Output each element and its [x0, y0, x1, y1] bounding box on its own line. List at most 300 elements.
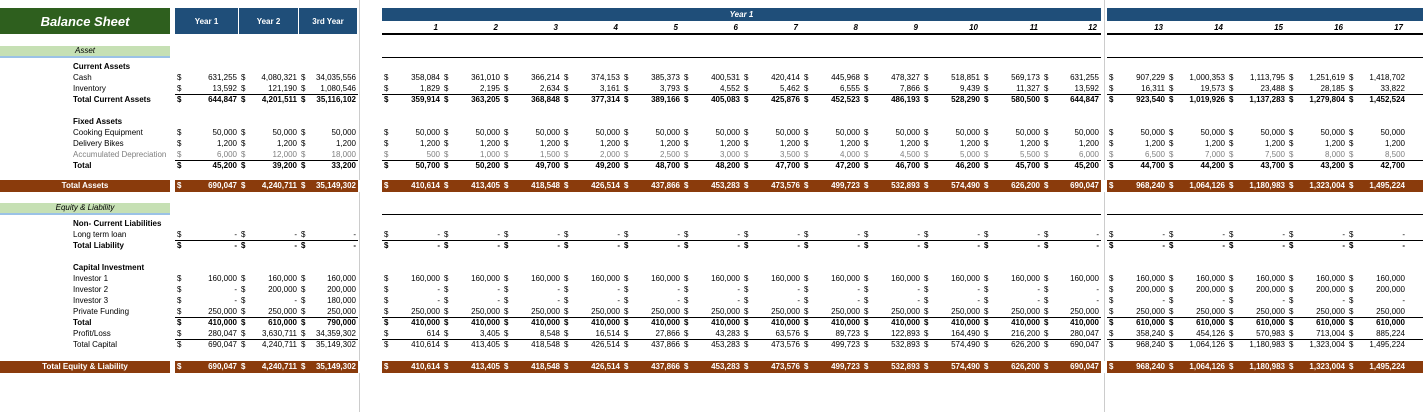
month-cell[interactable] — [622, 160, 682, 171]
month-cell[interactable] — [442, 138, 502, 149]
annual-cell[interactable] — [239, 240, 299, 251]
month-cell[interactable] — [1347, 160, 1407, 171]
month-cell[interactable] — [862, 328, 922, 339]
month-cell[interactable] — [1107, 273, 1167, 284]
month-cell[interactable] — [622, 328, 682, 339]
month-cell[interactable] — [442, 83, 502, 94]
month-cell[interactable] — [922, 240, 982, 251]
month-cell[interactable] — [442, 273, 502, 284]
annual-cell[interactable] — [299, 339, 358, 350]
month-cell[interactable] — [982, 83, 1042, 94]
month-cell[interactable] — [922, 180, 982, 192]
month-cell[interactable] — [1227, 160, 1287, 171]
annual-cell[interactable] — [299, 72, 358, 83]
month-cell[interactable] — [1227, 180, 1287, 192]
month-cell[interactable] — [1227, 83, 1287, 94]
month-cell[interactable] — [1107, 83, 1167, 94]
month-cell[interactable] — [1107, 127, 1167, 138]
month-cell[interactable] — [862, 295, 922, 306]
month-cell[interactable] — [382, 94, 442, 105]
month-cell[interactable] — [1167, 317, 1227, 328]
month-cell[interactable] — [1287, 273, 1347, 284]
month-cell[interactable] — [1347, 306, 1407, 317]
annual-cell[interactable] — [239, 295, 299, 306]
month-cell[interactable] — [1287, 240, 1347, 251]
month-cell[interactable] — [802, 138, 862, 149]
month-cell[interactable] — [1107, 361, 1167, 373]
month-cell[interactable] — [1107, 317, 1167, 328]
month-cell[interactable] — [802, 160, 862, 171]
month-cell[interactable] — [922, 295, 982, 306]
month-cell[interactable] — [682, 160, 742, 171]
month-cell[interactable] — [742, 229, 802, 240]
month-cell[interactable] — [1347, 284, 1407, 295]
month-cell[interactable] — [1107, 160, 1167, 171]
month-cell[interactable] — [1042, 284, 1101, 295]
month-cell[interactable] — [742, 306, 802, 317]
month-cell[interactable] — [682, 317, 742, 328]
month-cell[interactable] — [862, 240, 922, 251]
month-cell[interactable] — [1227, 361, 1287, 373]
month-cell[interactable] — [742, 94, 802, 105]
month-cell[interactable] — [1107, 240, 1167, 251]
month-cell[interactable] — [442, 306, 502, 317]
month-cell[interactable] — [1107, 180, 1167, 192]
month-cell[interactable] — [1347, 328, 1407, 339]
month-cell[interactable] — [682, 138, 742, 149]
month-cell[interactable] — [982, 127, 1042, 138]
month-cell[interactable] — [382, 180, 442, 192]
month-cell[interactable] — [1167, 295, 1227, 306]
month-cell[interactable] — [802, 180, 862, 192]
month-cell[interactable] — [802, 295, 862, 306]
month-cell[interactable] — [742, 240, 802, 251]
month-cell[interactable] — [922, 149, 982, 160]
month-cell[interactable] — [1287, 361, 1347, 373]
month-cell[interactable] — [802, 240, 862, 251]
month-cell[interactable] — [742, 295, 802, 306]
annual-cell[interactable] — [299, 273, 358, 284]
month-cell[interactable] — [682, 94, 742, 105]
month-cell[interactable] — [382, 361, 442, 373]
month-cell[interactable] — [1167, 306, 1227, 317]
month-cell[interactable] — [682, 339, 742, 350]
month-cell[interactable] — [862, 127, 922, 138]
month-cell[interactable] — [1227, 284, 1287, 295]
month-cell[interactable] — [802, 284, 862, 295]
month-cell[interactable] — [1347, 127, 1407, 138]
month-cell[interactable] — [382, 229, 442, 240]
month-cell[interactable] — [1042, 317, 1101, 328]
month-cell[interactable] — [1347, 295, 1407, 306]
month-cell[interactable] — [742, 127, 802, 138]
month-cell[interactable] — [922, 160, 982, 171]
month-cell[interactable] — [1287, 160, 1347, 171]
month-cell[interactable] — [1107, 72, 1167, 83]
annual-cell[interactable] — [299, 306, 358, 317]
month-cell[interactable] — [622, 295, 682, 306]
month-cell[interactable] — [562, 160, 622, 171]
month-cell[interactable] — [1287, 138, 1347, 149]
month-cell[interactable] — [382, 160, 442, 171]
month-cell[interactable] — [742, 284, 802, 295]
month-cell[interactable] — [1227, 240, 1287, 251]
annual-cell[interactable] — [239, 180, 299, 192]
month-cell[interactable] — [742, 361, 802, 373]
annual-cell[interactable] — [299, 328, 358, 339]
month-cell[interactable] — [1167, 180, 1227, 192]
month-cell[interactable] — [922, 83, 982, 94]
month-cell[interactable] — [862, 361, 922, 373]
month-cell[interactable] — [1287, 149, 1347, 160]
month-cell[interactable] — [682, 295, 742, 306]
annual-cell[interactable] — [239, 284, 299, 295]
month-cell[interactable] — [502, 160, 562, 171]
month-cell[interactable] — [1167, 361, 1227, 373]
annual-cell[interactable] — [299, 83, 358, 94]
month-cell[interactable] — [862, 339, 922, 350]
month-cell[interactable] — [1107, 229, 1167, 240]
month-cell[interactable] — [382, 339, 442, 350]
month-cell[interactable] — [982, 94, 1042, 105]
annual-cell[interactable] — [239, 317, 299, 328]
month-cell[interactable] — [1347, 72, 1407, 83]
month-cell[interactable] — [1042, 149, 1101, 160]
month-cell[interactable] — [682, 328, 742, 339]
annual-cell[interactable] — [299, 240, 358, 251]
annual-cell[interactable] — [175, 317, 239, 328]
month-cell[interactable] — [442, 229, 502, 240]
month-cell[interactable] — [1042, 83, 1101, 94]
month-cell[interactable] — [622, 317, 682, 328]
month-cell[interactable] — [1042, 138, 1101, 149]
month-cell[interactable] — [1227, 295, 1287, 306]
band-year-1-title[interactable]: Year 1 — [382, 8, 1101, 21]
annual-cell[interactable] — [239, 149, 299, 160]
month-cell[interactable] — [922, 138, 982, 149]
month-cell[interactable] — [1287, 284, 1347, 295]
month-cell[interactable] — [1167, 339, 1227, 350]
month-cell[interactable] — [502, 72, 562, 83]
month-cell[interactable] — [1227, 328, 1287, 339]
month-cell[interactable] — [442, 240, 502, 251]
month-cell[interactable] — [742, 83, 802, 94]
month-cell[interactable] — [1287, 83, 1347, 94]
month-cell[interactable] — [442, 284, 502, 295]
annual-cell[interactable] — [175, 284, 239, 295]
month-cell[interactable] — [562, 339, 622, 350]
month-cell[interactable] — [922, 306, 982, 317]
month-cell[interactable] — [982, 273, 1042, 284]
annual-cell[interactable] — [299, 149, 358, 160]
month-cell[interactable] — [562, 361, 622, 373]
month-cell[interactable] — [1347, 273, 1407, 284]
month-cell[interactable] — [1347, 149, 1407, 160]
annual-cell[interactable] — [239, 306, 299, 317]
annual-cell[interactable] — [299, 127, 358, 138]
month-cell[interactable] — [1167, 328, 1227, 339]
month-cell[interactable] — [1167, 94, 1227, 105]
month-cell[interactable] — [802, 229, 862, 240]
month-cell[interactable] — [802, 361, 862, 373]
month-cell[interactable] — [562, 284, 622, 295]
month-cell[interactable] — [622, 339, 682, 350]
month-cell[interactable] — [682, 229, 742, 240]
month-cell[interactable] — [1167, 284, 1227, 295]
month-cell[interactable] — [1227, 149, 1287, 160]
month-cell[interactable] — [862, 317, 922, 328]
header-year-1[interactable]: Year 1 — [175, 8, 239, 34]
month-cell[interactable] — [1167, 72, 1227, 83]
month-cell[interactable] — [682, 361, 742, 373]
month-cell[interactable] — [622, 229, 682, 240]
month-cell[interactable] — [922, 229, 982, 240]
month-cell[interactable] — [1107, 138, 1167, 149]
month-cell[interactable] — [802, 328, 862, 339]
month-cell[interactable] — [982, 284, 1042, 295]
month-cell[interactable] — [382, 273, 442, 284]
month-cell[interactable] — [502, 149, 562, 160]
month-cell[interactable] — [1347, 94, 1407, 105]
month-cell[interactable] — [382, 127, 442, 138]
annual-cell[interactable] — [175, 127, 239, 138]
month-cell[interactable] — [982, 72, 1042, 83]
month-cell[interactable] — [862, 94, 922, 105]
month-cell[interactable] — [442, 328, 502, 339]
annual-cell[interactable] — [299, 284, 358, 295]
month-cell[interactable] — [622, 149, 682, 160]
month-cell[interactable] — [1227, 317, 1287, 328]
month-cell[interactable] — [802, 94, 862, 105]
annual-cell[interactable] — [239, 83, 299, 94]
month-cell[interactable] — [562, 83, 622, 94]
month-cell[interactable] — [862, 284, 922, 295]
month-cell[interactable] — [1287, 94, 1347, 105]
month-cell[interactable] — [1042, 127, 1101, 138]
month-cell[interactable] — [562, 273, 622, 284]
month-cell[interactable] — [1347, 361, 1407, 373]
month-cell[interactable] — [1227, 229, 1287, 240]
month-cell[interactable] — [862, 149, 922, 160]
month-cell[interactable] — [862, 180, 922, 192]
month-cell[interactable] — [382, 295, 442, 306]
month-cell[interactable] — [562, 127, 622, 138]
month-cell[interactable] — [382, 83, 442, 94]
month-cell[interactable] — [1042, 295, 1101, 306]
month-cell[interactable] — [502, 240, 562, 251]
month-cell[interactable] — [1107, 295, 1167, 306]
annual-cell[interactable] — [299, 317, 358, 328]
month-cell[interactable] — [442, 72, 502, 83]
month-cell[interactable] — [502, 295, 562, 306]
month-cell[interactable] — [442, 149, 502, 160]
month-cell[interactable] — [1167, 83, 1227, 94]
month-cell[interactable] — [442, 295, 502, 306]
month-cell[interactable] — [682, 240, 742, 251]
annual-cell[interactable] — [299, 229, 358, 240]
month-cell[interactable] — [442, 361, 502, 373]
annual-cell[interactable] — [175, 138, 239, 149]
month-cell[interactable] — [1167, 127, 1227, 138]
month-cell[interactable] — [742, 180, 802, 192]
month-cell[interactable] — [1287, 339, 1347, 350]
month-cell[interactable] — [862, 229, 922, 240]
month-cell[interactable] — [922, 328, 982, 339]
month-cell[interactable] — [1167, 229, 1227, 240]
month-cell[interactable] — [622, 94, 682, 105]
month-cell[interactable] — [862, 273, 922, 284]
month-cell[interactable] — [622, 180, 682, 192]
month-cell[interactable] — [1287, 317, 1347, 328]
month-cell[interactable] — [1227, 94, 1287, 105]
month-cell[interactable] — [1227, 273, 1287, 284]
annual-cell[interactable] — [239, 138, 299, 149]
month-cell[interactable] — [982, 160, 1042, 171]
month-cell[interactable] — [382, 328, 442, 339]
month-cell[interactable] — [502, 328, 562, 339]
annual-cell[interactable] — [175, 295, 239, 306]
month-cell[interactable] — [862, 306, 922, 317]
band-year-2-title[interactable] — [1107, 8, 1423, 21]
month-cell[interactable] — [382, 149, 442, 160]
month-cell[interactable] — [1227, 339, 1287, 350]
month-cell[interactable] — [562, 149, 622, 160]
month-cell[interactable] — [442, 317, 502, 328]
annual-cell[interactable] — [299, 361, 358, 373]
month-cell[interactable] — [562, 180, 622, 192]
annual-cell[interactable] — [239, 94, 299, 105]
annual-cell[interactable] — [175, 160, 239, 171]
month-cell[interactable] — [982, 317, 1042, 328]
month-cell[interactable] — [742, 149, 802, 160]
month-cell[interactable] — [1287, 72, 1347, 83]
month-cell[interactable] — [742, 339, 802, 350]
annual-cell[interactable] — [239, 72, 299, 83]
annual-cell[interactable] — [239, 339, 299, 350]
month-cell[interactable] — [562, 72, 622, 83]
month-cell[interactable] — [1107, 339, 1167, 350]
month-cell[interactable] — [562, 306, 622, 317]
month-cell[interactable] — [862, 138, 922, 149]
month-cell[interactable] — [1167, 160, 1227, 171]
annual-cell[interactable] — [239, 160, 299, 171]
month-cell[interactable] — [502, 180, 562, 192]
annual-cell[interactable] — [175, 339, 239, 350]
month-cell[interactable] — [922, 94, 982, 105]
month-cell[interactable] — [1042, 273, 1101, 284]
month-cell[interactable] — [442, 339, 502, 350]
month-cell[interactable] — [1347, 240, 1407, 251]
annual-cell[interactable] — [175, 94, 239, 105]
annual-cell[interactable] — [175, 306, 239, 317]
annual-cell[interactable] — [175, 273, 239, 284]
month-cell[interactable] — [442, 94, 502, 105]
month-cell[interactable] — [1107, 94, 1167, 105]
month-cell[interactable] — [682, 180, 742, 192]
annual-cell[interactable] — [239, 229, 299, 240]
month-cell[interactable] — [1042, 180, 1101, 192]
annual-cell[interactable] — [299, 180, 358, 192]
month-cell[interactable] — [922, 273, 982, 284]
month-cell[interactable] — [982, 240, 1042, 251]
month-cell[interactable] — [622, 284, 682, 295]
month-cell[interactable] — [802, 273, 862, 284]
month-cell[interactable] — [1347, 180, 1407, 192]
month-cell[interactable] — [1042, 306, 1101, 317]
annual-cell[interactable] — [299, 160, 358, 171]
month-cell[interactable] — [802, 149, 862, 160]
month-cell[interactable] — [682, 306, 742, 317]
month-cell[interactable] — [922, 339, 982, 350]
month-cell[interactable] — [742, 160, 802, 171]
month-cell[interactable] — [982, 339, 1042, 350]
month-cell[interactable] — [502, 361, 562, 373]
month-cell[interactable] — [382, 317, 442, 328]
annual-cell[interactable] — [175, 240, 239, 251]
month-cell[interactable] — [442, 180, 502, 192]
month-cell[interactable] — [1347, 83, 1407, 94]
month-cell[interactable] — [622, 240, 682, 251]
month-cell[interactable] — [382, 240, 442, 251]
month-cell[interactable] — [502, 138, 562, 149]
month-cell[interactable] — [1167, 149, 1227, 160]
month-cell[interactable] — [682, 273, 742, 284]
month-cell[interactable] — [1167, 240, 1227, 251]
month-cell[interactable] — [382, 72, 442, 83]
month-cell[interactable] — [502, 306, 562, 317]
month-cell[interactable] — [742, 138, 802, 149]
month-cell[interactable] — [1347, 339, 1407, 350]
month-cell[interactable] — [1347, 138, 1407, 149]
month-cell[interactable] — [742, 328, 802, 339]
month-cell[interactable] — [1042, 240, 1101, 251]
month-cell[interactable] — [1227, 127, 1287, 138]
month-cell[interactable] — [1107, 306, 1167, 317]
month-cell[interactable] — [622, 72, 682, 83]
month-cell[interactable] — [1227, 306, 1287, 317]
month-cell[interactable] — [802, 317, 862, 328]
annual-cell[interactable] — [239, 361, 299, 373]
annual-cell[interactable] — [239, 127, 299, 138]
month-cell[interactable] — [922, 284, 982, 295]
month-cell[interactable] — [802, 127, 862, 138]
month-cell[interactable] — [682, 83, 742, 94]
month-cell[interactable] — [802, 339, 862, 350]
header-year-2[interactable]: Year 2 — [239, 8, 299, 34]
month-cell[interactable] — [682, 127, 742, 138]
month-cell[interactable] — [1042, 72, 1101, 83]
month-cell[interactable] — [862, 160, 922, 171]
month-cell[interactable] — [1042, 328, 1101, 339]
annual-cell[interactable] — [175, 83, 239, 94]
month-cell[interactable] — [562, 328, 622, 339]
annual-cell[interactable] — [175, 180, 239, 192]
month-cell[interactable] — [982, 361, 1042, 373]
month-cell[interactable] — [442, 160, 502, 171]
month-cell[interactable] — [1287, 295, 1347, 306]
month-cell[interactable] — [622, 127, 682, 138]
annual-cell[interactable] — [239, 328, 299, 339]
month-cell[interactable] — [502, 127, 562, 138]
month-cell[interactable] — [502, 284, 562, 295]
month-cell[interactable] — [1167, 273, 1227, 284]
month-cell[interactable] — [1042, 339, 1101, 350]
annual-cell[interactable] — [175, 328, 239, 339]
month-cell[interactable] — [1287, 180, 1347, 192]
month-cell[interactable] — [682, 149, 742, 160]
month-cell[interactable] — [502, 229, 562, 240]
month-cell[interactable] — [622, 306, 682, 317]
